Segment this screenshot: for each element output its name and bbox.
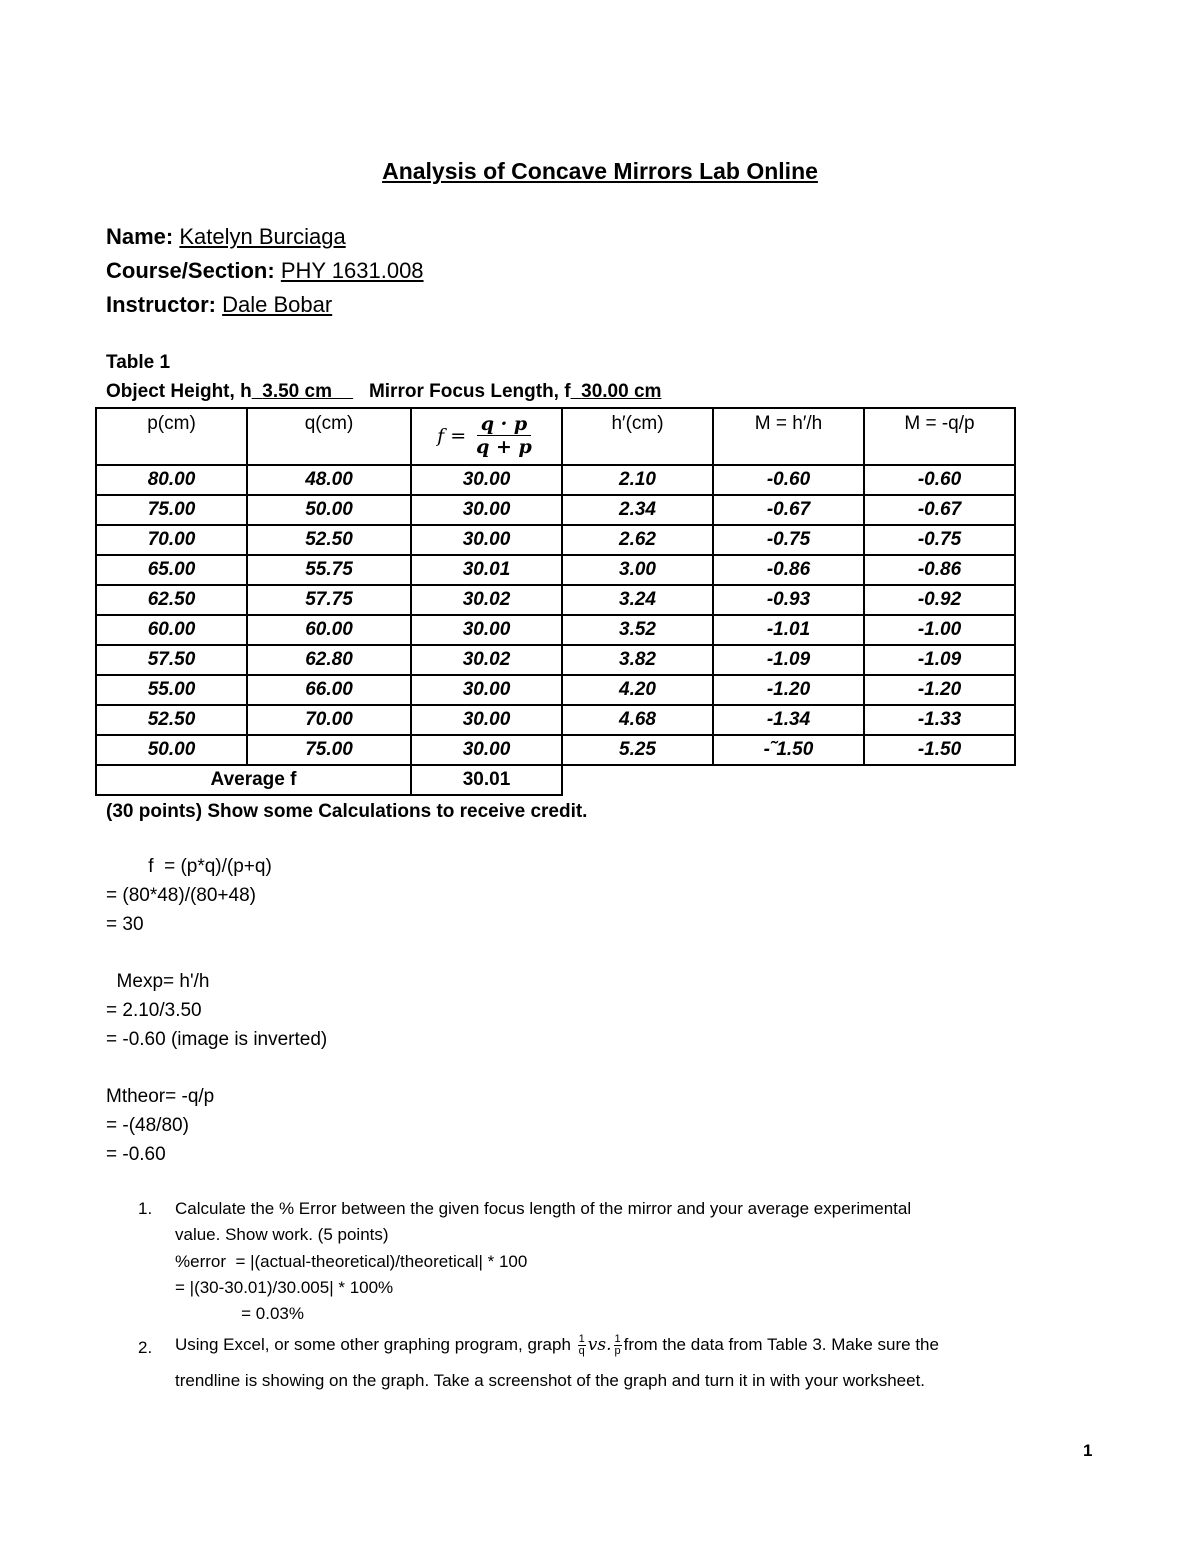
table-row xyxy=(96,615,1015,645)
header-q: q(cm) xyxy=(247,408,411,465)
header-h-prime: h′(cm) xyxy=(562,408,713,465)
empty-cell xyxy=(562,765,1015,795)
table-cell: -0.60 xyxy=(864,465,1015,495)
table-cell: 75.00 xyxy=(96,495,247,525)
calc-line: Mtheor= -q/p xyxy=(106,1086,215,1107)
table-cell: -0.60 xyxy=(713,465,864,495)
table-cell: -0.86 xyxy=(713,555,864,585)
table-row xyxy=(96,495,1015,525)
instructor-value: Dale Bobar xyxy=(222,292,333,317)
question-1-line: value. Show work. (5 points) xyxy=(175,1225,389,1244)
instructor-label: Instructor: xyxy=(106,292,216,317)
table-cell: 60.00 xyxy=(247,615,411,645)
question-1-line: %error = |(actual-theoretical)/theoretical| * 100 xyxy=(175,1252,528,1271)
table-cell: 48.00 xyxy=(247,465,411,495)
table-cell: 75.00 xyxy=(247,735,411,765)
table-cell: 66.00 xyxy=(247,675,411,705)
table-cell: 2.62 xyxy=(562,525,713,555)
table-cell: 52.50 xyxy=(247,525,411,555)
question-2-line: Using Excel, or some other graphing program, graph $\frac{1}{q}$ vs. $\frac{1}{p}$ from the data from Table 3. Make sure the xyxy=(175,1333,939,1357)
table-parameters xyxy=(106,381,661,403)
table-cell: 3.82 xyxy=(562,645,713,675)
table-row xyxy=(96,705,1015,735)
question-1-line: = 0.03% xyxy=(175,1304,304,1323)
table-cell: -1.33 xyxy=(864,705,1015,735)
table-cell: -0.93 xyxy=(713,585,864,615)
table-cell: 30.02 xyxy=(411,645,562,675)
table-cell: 5.25 xyxy=(562,735,713,765)
page-number: 1 xyxy=(1083,1441,1093,1460)
table-cell: 3.52 xyxy=(562,615,713,645)
course-line xyxy=(106,258,424,284)
table-cell: -1.34 xyxy=(713,705,864,735)
table-cell: 3.24 xyxy=(562,585,713,615)
calc-line: = -0.60 (image is inverted) xyxy=(106,1029,328,1050)
object-height-value: 3.50 cm xyxy=(262,381,332,402)
calc-line: = -(48/80) xyxy=(106,1115,189,1136)
question-1-number: 1. xyxy=(138,1199,153,1218)
table-cell: 80.00 xyxy=(96,465,247,495)
calculation-note: (30 points) Show some Calculations to receive credit. xyxy=(106,801,588,822)
table-cell: 55.00 xyxy=(96,675,247,705)
header-f-formula: f = $\frac{q \cdot p}{q + p}$ xyxy=(411,408,562,465)
question-2-number: 2. xyxy=(138,1338,153,1357)
table-row xyxy=(96,735,1015,765)
average-row xyxy=(96,765,1015,795)
calc-line: Mexp= h'/h xyxy=(106,971,210,992)
table-cell: -1.09 xyxy=(864,645,1015,675)
table-cell: 30.00 xyxy=(411,615,562,645)
average-label: Average f xyxy=(96,765,411,795)
table-cell: -1.20 xyxy=(864,675,1015,705)
object-height-label: Object Height, h xyxy=(106,381,252,402)
table-cell: 70.00 xyxy=(247,705,411,735)
focus-length-label: Mirror Focus Length, f xyxy=(368,381,571,402)
table-cell: -˜1.50 xyxy=(713,735,864,765)
table-row xyxy=(96,525,1015,555)
course-label: Course/Section: xyxy=(106,258,275,283)
table-cell: -0.67 xyxy=(713,495,864,525)
table-cell: 30.00 xyxy=(411,675,562,705)
table-cell: -1.50 xyxy=(864,735,1015,765)
table-row xyxy=(96,465,1015,495)
calc-line: = (80*48)/(80+48) xyxy=(106,885,256,906)
header-m-exp: M = h′/h xyxy=(713,408,864,465)
table-cell: 4.68 xyxy=(562,705,713,735)
table-cell: -1.20 xyxy=(713,675,864,705)
average-value: 30.01 xyxy=(411,765,562,795)
table-cell: -1.01 xyxy=(713,615,864,645)
instructor-line xyxy=(106,292,332,318)
header-m-theor: M = -q/p xyxy=(864,408,1015,465)
table-cell: -0.75 xyxy=(713,525,864,555)
calc-line: = 30 xyxy=(106,914,144,935)
data-table xyxy=(95,407,1016,796)
table-cell: 2.34 xyxy=(562,495,713,525)
table-row xyxy=(96,675,1015,705)
name-label: Name: xyxy=(106,224,174,249)
table-cell: 3.00 xyxy=(562,555,713,585)
fraction-one-over-p: $\frac{1}{p}$ xyxy=(614,1333,621,1357)
table-cell: 30.00 xyxy=(411,465,562,495)
table-cell: 52.50 xyxy=(96,705,247,735)
calc-line: f = (p*q)/(p+q) xyxy=(106,856,272,877)
table-cell: 62.50 xyxy=(96,585,247,615)
calc-line: = 2.10/3.50 xyxy=(106,1000,202,1021)
table-row xyxy=(96,645,1015,675)
calc-line: = -0.60 xyxy=(106,1144,166,1165)
focus-length-value: 30.00 cm xyxy=(581,381,662,402)
table-cell: 65.00 xyxy=(96,555,247,585)
document-title: Analysis of Concave Mirrors Lab Online xyxy=(382,158,818,184)
question-1-line: Calculate the % Error between the given focus length of the mirror and your average experimental xyxy=(175,1199,912,1218)
table-cell: 50.00 xyxy=(247,495,411,525)
header-p: p(cm) xyxy=(96,408,247,465)
table-cell: 30.01 xyxy=(411,555,562,585)
table-cell: -0.67 xyxy=(864,495,1015,525)
table-cell: -1.09 xyxy=(713,645,864,675)
table-cell: 60.00 xyxy=(96,615,247,645)
question-2-line: trendline is showing on the graph. Take a screenshot of the graph and turn it in with your worksheet. xyxy=(175,1371,926,1390)
table-caption: Table 1 xyxy=(106,352,171,373)
table-cell: 30.00 xyxy=(411,735,562,765)
name-line xyxy=(106,224,346,250)
table-cell: 30.00 xyxy=(411,705,562,735)
fraction-one-over-q: $\frac{1}{q}$ xyxy=(578,1333,585,1357)
question-1-line: = |(30-30.01)/30.005| * 100% xyxy=(175,1278,394,1297)
table-row xyxy=(96,555,1015,585)
table-cell: -0.75 xyxy=(864,525,1015,555)
table-cell: 50.00 xyxy=(96,735,247,765)
table-cell: 2.10 xyxy=(562,465,713,495)
table-cell: 57.50 xyxy=(96,645,247,675)
table-row xyxy=(96,585,1015,615)
table-cell: 30.02 xyxy=(411,585,562,615)
table-cell: -1.00 xyxy=(864,615,1015,645)
table-cell: 4.20 xyxy=(562,675,713,705)
table-cell: -0.86 xyxy=(864,555,1015,585)
table-cell: 57.75 xyxy=(247,585,411,615)
table-header-row xyxy=(96,408,1015,465)
table-cell: 30.00 xyxy=(411,525,562,555)
table-cell: -0.92 xyxy=(864,585,1015,615)
table-cell: 30.00 xyxy=(411,495,562,525)
table-cell: 70.00 xyxy=(96,525,247,555)
course-value: PHY 1631.008 xyxy=(280,258,424,283)
table-cell: 62.80 xyxy=(247,645,411,675)
name-value: Katelyn Burciaga xyxy=(179,224,346,249)
table-cell: 55.75 xyxy=(247,555,411,585)
